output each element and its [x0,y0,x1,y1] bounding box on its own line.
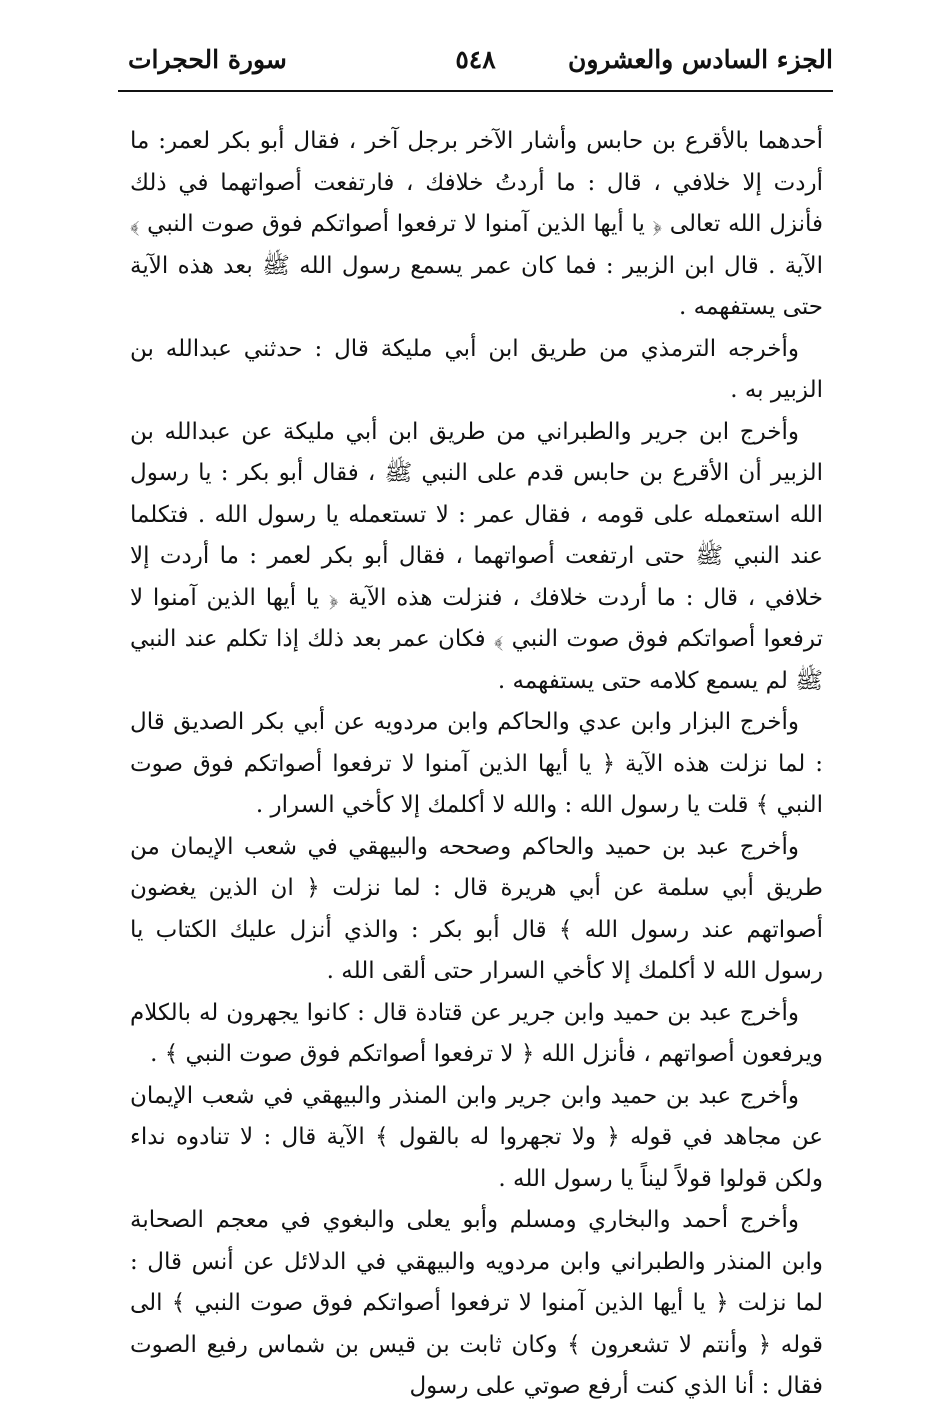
page-number: ٥٤٨ [455,45,496,74]
surah-title: سورة الحجرات [128,45,287,74]
page-body [130,121,823,1408]
paragraph: وأخرجه الترمذي من طريق ابن أبي مليكة قال : حدثني عبدالله بن الزبير به . [130,335,823,403]
header-divider [118,90,833,92]
page-header [118,40,833,84]
paragraph: أحدهما بالأقرع بن حابس وأشار الآخر برجل آخر ، فقال أبو بكر لعمر: ما أردت إلا خلافي ، قال : ما أردتُ خلافك ، فارتفعت أصواتهما في ذلك فأنزل الله تعالى ﴿ يا أيها الذين آمنوا لا ترفعوا أصواتكم فوق صوت النبي ﴾ الآية . قال ابن الزبير : فما كان عمر يسمع رسول الله ﷺ بعد هذه الآية حتى يستفهمه . [130,128,823,320]
paragraph: وأخرج أحمد والبخاري ومسلم وأبو يعلى والبغوي في معجم الصحابة وابن المنذر والطبراني وابن مردويه والبيهقي في الدلائل عن أنس قال : لما نزلت ﴿ يا أيها الذين آمنوا لا ترفعوا أصواتكم فوق صوت النبي ﴾ الى قوله ﴿ وأنتم لا تشعرون ﴾ وكان ثابت بن قيس بن شماس رفيع الصوت فقال : أنا الذي كنت أرفع صوتي على رسول [130,1207,823,1399]
paragraph: وأخرج البزار وابن عدي والحاكم وابن مردويه عن أبي بكر الصديق قال : لما نزلت هذه الآية ﴿ يا أيها الذين آمنوا لا ترفعوا أصواتكم فوق صوت النبي ﴾ قلت يا رسول الله : والله لا أكلمك إلا كأخي السرار . [130,709,823,818]
paragraph: وأخرج عبد بن حميد وابن جرير وابن المنذر والبيهقي في شعب الإيمان عن مجاهد في قوله ﴿ ولا تجهروا له بالقول ﴾ الآية قال : لا تنادوه نداء ولكن قولوا قولاً ليناً يا رسول الله . [130,1082,823,1192]
paragraph: وأخرج عبد بن حميد وابن جرير عن قتادة قال : كانوا يجهرون له بالكلام ويرفعون أصواتهم ، فأنزل الله ﴿ لا ترفعوا أصواتكم فوق صوت النبي ﴾ . [130,999,823,1067]
paragraph: وأخرج ابن جرير والطبراني من طريق ابن أبي مليكة عن عبدالله بن الزبير أن الأقرع بن حابس قدم على النبي ﷺ ، فقال أبو بكر : يا رسول الله استعمله على قومه ، فقال عمر : لا تستعمله يا رسول الله . فتكلما عند النبي ﷺ حتى ارتفعت أصواتهما ، فقال أبو بكر لعمر : ما أردت إلا خلافي ، قال : ما أردت خلافك ، فنزلت هذه الآية ﴿ يا أيها الذين آمنوا لا ترفعوا أصواتكم فوق صوت النبي ﴾ فكان عمر بعد ذلك إذا تكلم عند النبي ﷺ لم يسمع كلامه حتى يستفهمه . [130,418,823,694]
paragraph: وأخرج عبد بن حميد والحاكم وصححه والبيهقي في شعب الإيمان من طريق أبي سلمة عن أبي هريرة قال : لما نزلت ﴿ ان الذين يغضون أصواتهم عند رسول الله ﴾ قال أبو بكر : والذي أنزل عليك الكتاب يا رسول الله لا أكلمك إلا كأخي السرار حتى ألقى الله . [130,833,824,984]
part-title: الجزء السادس والعشرون [567,45,833,74]
